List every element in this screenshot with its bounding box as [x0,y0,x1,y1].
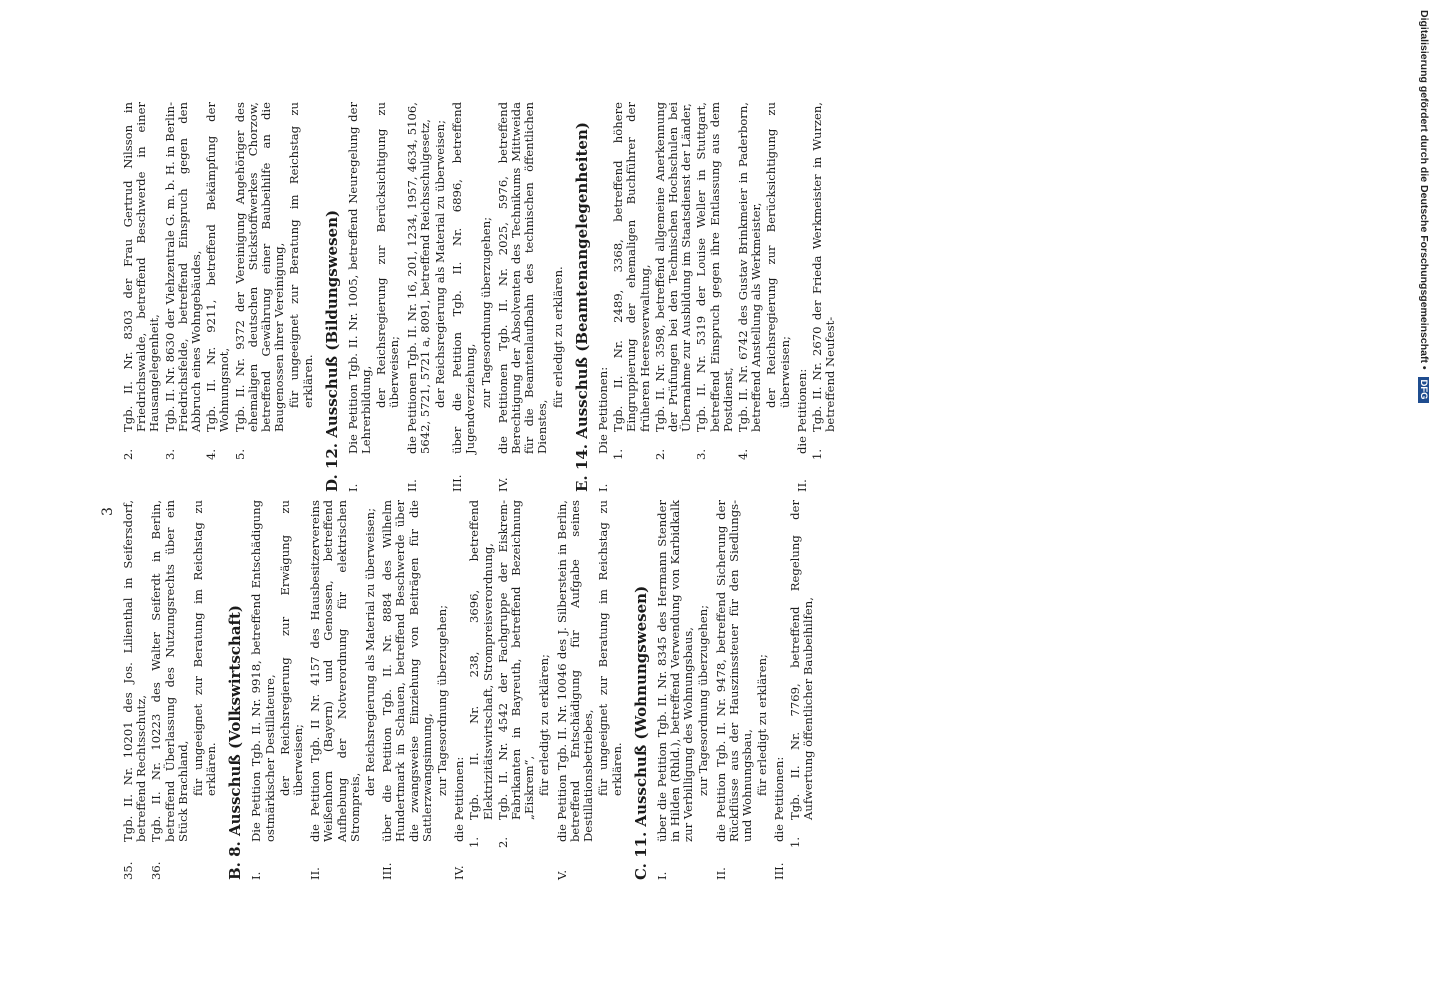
item-text: Die Petitionen: [595,366,610,454]
petition-subitem [737,102,763,492]
right-column [122,102,839,492]
petition-subitem [205,102,231,492]
resolution-text: zur Tagesordnung überzugehen; [478,216,493,408]
digitization-credit [1414,10,1430,990]
petition-item [122,500,148,880]
section-heading-e: E. 14. Ausschuß (Beamtenangelegenheiten) [572,122,591,492]
petition-subitem [497,500,537,880]
resolution-text: für ungeeignet zur Beratung im Reichstag zu erklären. [191,500,219,796]
resolution-text: für erledigt zu erklären; [755,654,770,796]
subitem-number: 1. [809,448,824,460]
subitem-number: 4. [204,448,219,460]
subitem-number: 4. [735,448,750,460]
petition-subitem [695,102,735,492]
petition-item [656,500,696,880]
petition-subitem [811,102,837,492]
item-text: die Petitionen: [794,368,809,454]
item-number: 36. [149,861,164,880]
left-column [122,500,817,880]
item-number: I. [595,483,610,492]
petition-subitem [612,102,652,492]
item-number: II. [713,867,728,880]
subitem-number: 2. [121,448,135,460]
item-number: I. [654,871,669,880]
petition-item [773,500,786,880]
petition-subitem [468,500,494,880]
item-text: die Petition Tgb. II. Nr. 9478, betreffend Sicherung der Rückflüsse aus der Hauszinssteuer für den Siedlungs- und Wohnungsbau, [713,500,754,842]
subitem-text: Tgb. II. Nr. 8630 der Viehzentrale G. m. b. H. in Berlin-Friedrichsfelde, betreffend Einspruch gegen den Abbruch eines Wohngebäudes, [162,102,204,432]
petition-item [347,102,373,492]
subitem-text: Tgb. II. Nr. 4542 der Fachgruppe der Eiskrem-Fabrikanten in Bayreuth, betreffend Bezeichnung „Eiskrem“, [495,500,537,820]
item-number: 35. [121,861,135,880]
resolution-text: für erledigt zu erklären; [537,654,552,796]
item-text: Die Petition Tgb. II. Nr. 9918, betreffend Entschädigung ostmärkischer Destillateure, [249,500,277,842]
item-number: I. [249,871,264,880]
petition-subitem [654,102,694,492]
subitem-text: Tgb. II. Nr. 238, 3696, betreffend Elektrizitätswirtschaft, Strompreisverordnung, [467,500,495,820]
subitem-number: 1. [787,836,802,848]
subitem-number: 1. [467,836,482,848]
resolution-text: für ungeeignet zur Beratung im Reichstag zu erklären. [287,102,315,408]
petition-item [150,500,190,880]
item-number: IV. [452,865,467,880]
subitem-number: 5. [232,448,247,460]
subitem-number: 3. [694,448,709,460]
subitem-number: 2. [652,448,667,460]
item-text: die Petitionen Tgb. II. Nr. 16, 201, 1234, 1957, 4634, 5106, 5642, 5721, 5721 a, 8091, betreffend Reichsschulgesetz, [404,102,432,454]
item-text: Tgb. II. Nr. 10201 des Jos. Lilienthal in Seifersdorf, betreffend Rechtsschutz, [121,500,149,842]
item-number: I. [345,483,360,492]
resolution-text: zur Tagesordnung überzugehen; [696,604,711,796]
petition-subitem [164,102,204,492]
item-text: die Petitionen Tgb. II. Nr. 2025, 5976, betreffend Berechtigung der Absolventen des Technikums Mittweida für die Beamtenlaufbahn des technischen öffentlichen Dienstes, [495,102,550,454]
resolution-text: der Reichsregierung zur Berücksichtigung zu überweisen; [764,102,792,408]
resolution-text: der Reichsregierung als Material zu überweisen; [363,507,378,796]
petition-subitem [789,500,815,880]
petition-item [309,500,362,880]
credit-text: Digitalisierung gefördert durch die Deutsche Forschungsgemeinschaft • [1418,10,1430,370]
subitem-text: Tgb. II. Nr. 8303 der Frau Gertrud Nilsson in Friedrichswalde, betreffend Beschwerde in einer Hausangelegenheit, [121,102,162,432]
petition-item [497,102,550,492]
item-number: III. [450,474,465,492]
subitem-number: 3. [162,448,177,460]
resolution-text: der Reichsregierung zur Berücksichtigung zu überweisen; [374,102,402,408]
subitem-text: Tgb. II. Nr. 9372 der Vereinigung Angehöriger des ehemaligen deutschen Stickstoffwerkes Chorzow, betreffend Gewährung einer Baubeihilfe an die Baugenossen ihrer Vereinigung, [232,102,287,432]
subitem-text: Tgb. II. Nr. 2670 der Frieda Werkmeister in Wurzen, betreffend Neufest- [809,102,838,432]
resolution-text: zur Tagesordnung überzugehen; [435,604,450,796]
petition-item [715,500,755,880]
petition-item [406,102,432,492]
item-text: über die Petition Tgb. II. Nr. 8884 des Wilhelm Hundertmark in Schauen, betreffend Beschwerde über die zwangsweise Einziehung von Beiträgen für die Sattlerzwangsinnung, [380,500,434,842]
petition-item [453,500,466,880]
petition-subitem [122,102,162,492]
petition-item [597,102,610,492]
item-text: die Petitionen: [452,756,467,842]
page-number: 3 [100,507,116,516]
item-text: die Petition Tgb. II. Nr. 10046 des J. Silberstein in Berlin, betreffend Entschädigung für Aufgabe seines Destillationsbetriebes, [554,500,596,842]
item-text: die Petitionen: [772,756,787,842]
item-number: II. [794,479,809,492]
petition-item [451,102,477,492]
petition-item [250,500,276,880]
subitem-number: 1. [611,448,626,460]
section-heading-c: C. 11. Ausschuß (Wohnungswesen) [631,585,650,880]
section-heading-b: B. 8. Ausschuß (Volkswirtschaft) [226,604,245,880]
resolution-text: der Reichsregierung zur Erwägung zu überweisen; [277,500,306,796]
subitem-text: Tgb. II. Nr. 9211, betreffend Bekämpfung der Wohnungsnot, [204,102,232,432]
item-text: Die Petition Tgb. II. Nr. 1005, betreffend Neuregelung der Lehrerbildung, [345,102,374,454]
item-number: V. [554,869,569,880]
item-text: über die Petition Tgb. II. Nr. 6896, betreffend Jugendverziehung, [450,102,478,454]
subitem-text: Tgb. II. Nr. 3598, betreffend allgemeine Anerkennung der Prüfungen bei den Technischen Hochschulen bei Übernahme zur Ausbildung im Staatsdienst der Länder, [652,102,694,432]
petition-item [381,500,434,880]
petition-item [556,500,596,880]
resolution-text: für ungeeignet zur Beratung im Reichstag zu erklären. [596,500,624,796]
subitem-text: Tgb. II. Nr. 2489, 3368, betreffend höhere Eingruppierung der ehemaligen Buchführer der früheren Heeresverwaltung, [611,102,652,432]
subitem-number: 2. [495,836,510,848]
subitem-text: Tgb. II. Nr. 6742 des Gustav Brinkmeier in Paderborn, betreffend Anstellung als Werkmeister, [735,102,764,432]
subitem-text: Tgb. II. Nr. 7769, betreffend Regelung der Aufwertung öffentlicher Baubeihilfen, [787,500,815,820]
item-number: III. [380,862,395,880]
petition-subitem [234,102,287,492]
dfg-logo: DFG [1418,377,1429,403]
resolution-text: der Reichsregierung als Material zu überweisen; [433,119,448,408]
item-text: die Petition Tgb. II Nr. 4157 des Hausbesitzervereins Weißenhorn (Bayern) und Genossen, betreffend Aufhebung der Notverordnung für elektrischen Strompreis, [308,500,362,842]
item-number: IV. [495,477,510,492]
item-number: III. [772,862,787,880]
section-heading-d: D. 12. Ausschuß (Bildungswesen) [322,209,341,492]
item-number: II. [404,479,419,492]
item-number: II. [308,867,323,880]
item-text: über die Petition Tgb. II. Nr. 8345 des Hermann Stender in Hilden (Rhld.), betreffend Verwendung von Karbidkalk zur Verbilligung des Wohnungsbaus, [654,500,696,842]
subitem-text: Tgb. II. Nr. 5319 der Louise Weller in Stuttgart, betreffend Einspruch gegen ihre Entlassung aus dem Postdienst, [694,102,735,432]
petition-item [796,102,809,492]
resolution-text: für erledigt zu erklären. [550,266,565,408]
item-text: Tgb. II. Nr. 10223 des Walter Seiferdt in Berlin, betreffend Überlassung des Nutzungsrechts über ein Stück Brachland, [149,500,190,842]
